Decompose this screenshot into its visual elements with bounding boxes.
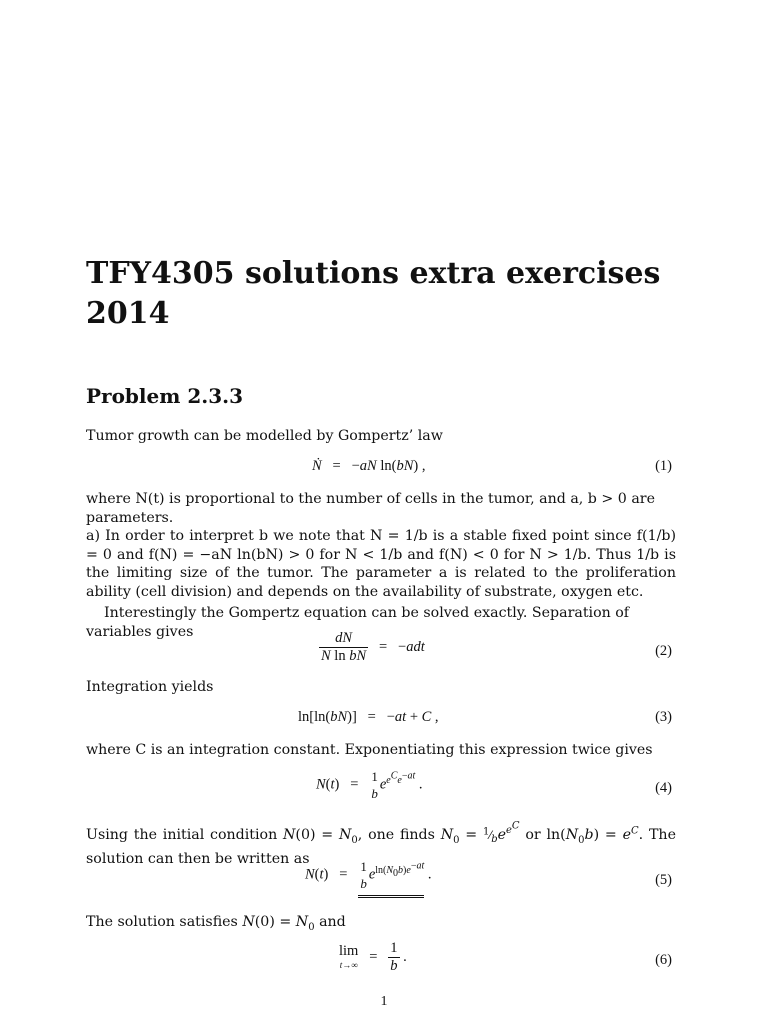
integration-constant-paragraph: where C is an integration constant. Exponentiating this expression twice gives xyxy=(86,742,653,758)
equation-2-body: $\frac{dN}{\text{N ln bN}}$ = −adt xyxy=(321,630,425,664)
equation-6 xyxy=(86,940,672,980)
equation-5-body: N(t) = 1 b $e^{ln(N_0b)e^{-at}}$ . xyxy=(305,858,432,898)
page-number: 1 xyxy=(380,994,388,1009)
equation-6-number: (6) xyxy=(655,952,672,968)
equation-1-number: (1) xyxy=(655,458,672,474)
equation-3-number: (3) xyxy=(655,709,672,725)
integration-paragraph: Integration yields xyxy=(86,679,214,695)
equation-2-number: (2) xyxy=(655,643,672,659)
equation-1-body: Ṅ = −aN ln(bN) , xyxy=(312,458,426,474)
equation-4-number: (4) xyxy=(655,780,672,796)
equation-1 xyxy=(86,458,672,480)
equation-4-body: N(t) = 1 b $e^{e^Ce^{-at}}$ . xyxy=(316,769,423,801)
equation-5 xyxy=(86,858,672,904)
equation-3 xyxy=(86,709,672,731)
satisfies-paragraph: The solution satisfies $N(0) = N_0$ and xyxy=(86,914,346,933)
document-title: TFY4305 solutions extra exercises 2014 xyxy=(86,256,661,331)
intro-paragraph: Tumor growth can be modelled by Gompertz’ law xyxy=(86,428,443,444)
gompertz-solution-paragraph: Interestingly the Gompertz equation can be solved exactly. Separation of variables gives xyxy=(86,605,630,640)
equation-3-body: ln[ln(bN)] = −at + C , xyxy=(298,709,439,725)
equation-2 xyxy=(86,630,672,672)
initial-condition-paragraph: Using the initial condition $N(0) = N_0$, one finds $N_0$ = $^1⁄_be^{e^C}$ or $\ln(N_0b) = e^C$. The solution can then be written as xyxy=(86,821,676,868)
equation-4 xyxy=(86,768,672,808)
section-heading: Problem 2.3.3 xyxy=(86,384,244,408)
equation-6-body: lim t→∞ = $\frac{1}{b}$ . xyxy=(339,940,407,974)
where-paragraph: where N(t) is proportional to the number of cells in the tumor, and a, b > 0 are parameters. xyxy=(86,491,655,526)
part-a-paragraph: a) In order to interpret b we note that N = 1/b is a stable fixed point since f(1/b) = 0 and f(N) = −aN ln(bN) > 0 for N < 1/b and f(N) < 0 for N > 1/b. Thus 1/b is the limiting size of the tumor. The parameter a is related to the proliferation ability (cell division) and depends on the availability of substrate, oxygen etc. xyxy=(86,528,676,600)
equation-5-number: (5) xyxy=(655,872,672,888)
